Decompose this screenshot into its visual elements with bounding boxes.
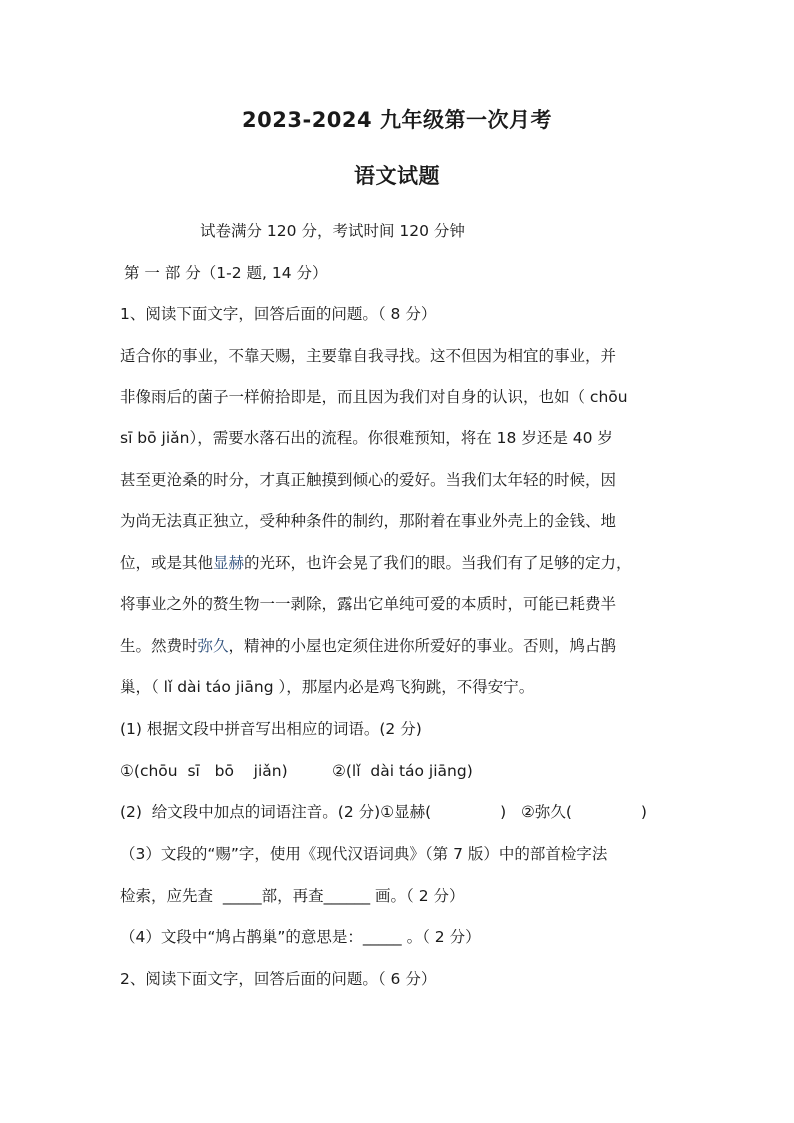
question-2-prompt: 2、阅读下面文字，回答后面的问题。（ 6 分）: [120, 970, 437, 988]
sub-question-2: (2) 给文段中加点的词语注音。(2 分)①显赫( ) ②弥久( ): [120, 803, 647, 821]
sub-question-4: （4）文段中“鸠占鹊巢”的意思是：_____ 。（ 2 分）: [120, 928, 481, 946]
exam-subtitle: 语文试题: [354, 164, 440, 188]
question-1-prompt: 1、阅读下面文字，回答后面的问题。（ 8 分）: [120, 305, 437, 323]
passage-line-5: 为尚无法真正独立，受种种条件的制约，那附着在事业外壳上的金钱、地: [120, 512, 617, 530]
sub-question-3-line-2: 检索，应先查 _____部，再查______ 画。（ 2 分）: [120, 887, 465, 905]
passage-line-1: 适合你的事业，不靠天赐，主要靠自我寻找。这不但因为相宜的事业，并: [120, 347, 617, 365]
passage-text: 位，或是其他: [120, 554, 214, 572]
passage-line-4: 甚至更沧桑的时分，才真正触摸到倾心的爱好。当我们太年轻的时候，因: [120, 471, 617, 489]
passage-line-9: 巢，（ lǐ dài táo jiāng ），那屋内必是鸡飞狗跳，不得安宁。: [120, 678, 535, 696]
highlighted-word-xianhe: 显赫: [213, 554, 245, 572]
passage-line-2: 非像雨后的菌子一样俯拾即是，而且因为我们对自身的认识，也如（ chōu: [120, 388, 628, 406]
exam-info: 试卷满分 120 分，考试时间 120 分钟: [200, 222, 465, 240]
highlighted-word-mijiu: 弥久: [197, 637, 229, 655]
passage-line-3: sī bō jiǎn），需要水落石出的流程。你很难预知，将在 18 岁还是 40 岁: [120, 429, 613, 447]
sub-question-3-line-1: （3）文段的“赐”字，使用《现代汉语词典》（第 7 版）中的部首检字法: [120, 845, 608, 863]
passage-text: 生。然费时: [120, 637, 198, 655]
exam-title: 2023-2024 九年级第一次月考: [242, 108, 552, 132]
passage-line-7: 将事业之外的赘生物一一剥除，露出它单纯可爱的本质时，可能已耗费半: [120, 595, 617, 613]
sub-question-1-items: ①(chōu sī bō jiǎn) ②(lǐ dài táo jiāng): [120, 762, 473, 780]
passage-text: 的光环，也许会晃了我们的眼。当我们有了足够的定力，: [244, 554, 632, 572]
part-heading: 第 一 部 分（1-2 题, 14 分）: [124, 264, 328, 282]
sub-question-1: (1) 根据文段中拼音写出相应的词语。(2 分): [120, 720, 422, 738]
passage-text: ，精神的小屋也定须住进你所爱好的事业。否则，鸠占鹊: [228, 637, 617, 655]
passage-line-6: [120, 553, 632, 573]
passage-line-8: [120, 636, 616, 656]
